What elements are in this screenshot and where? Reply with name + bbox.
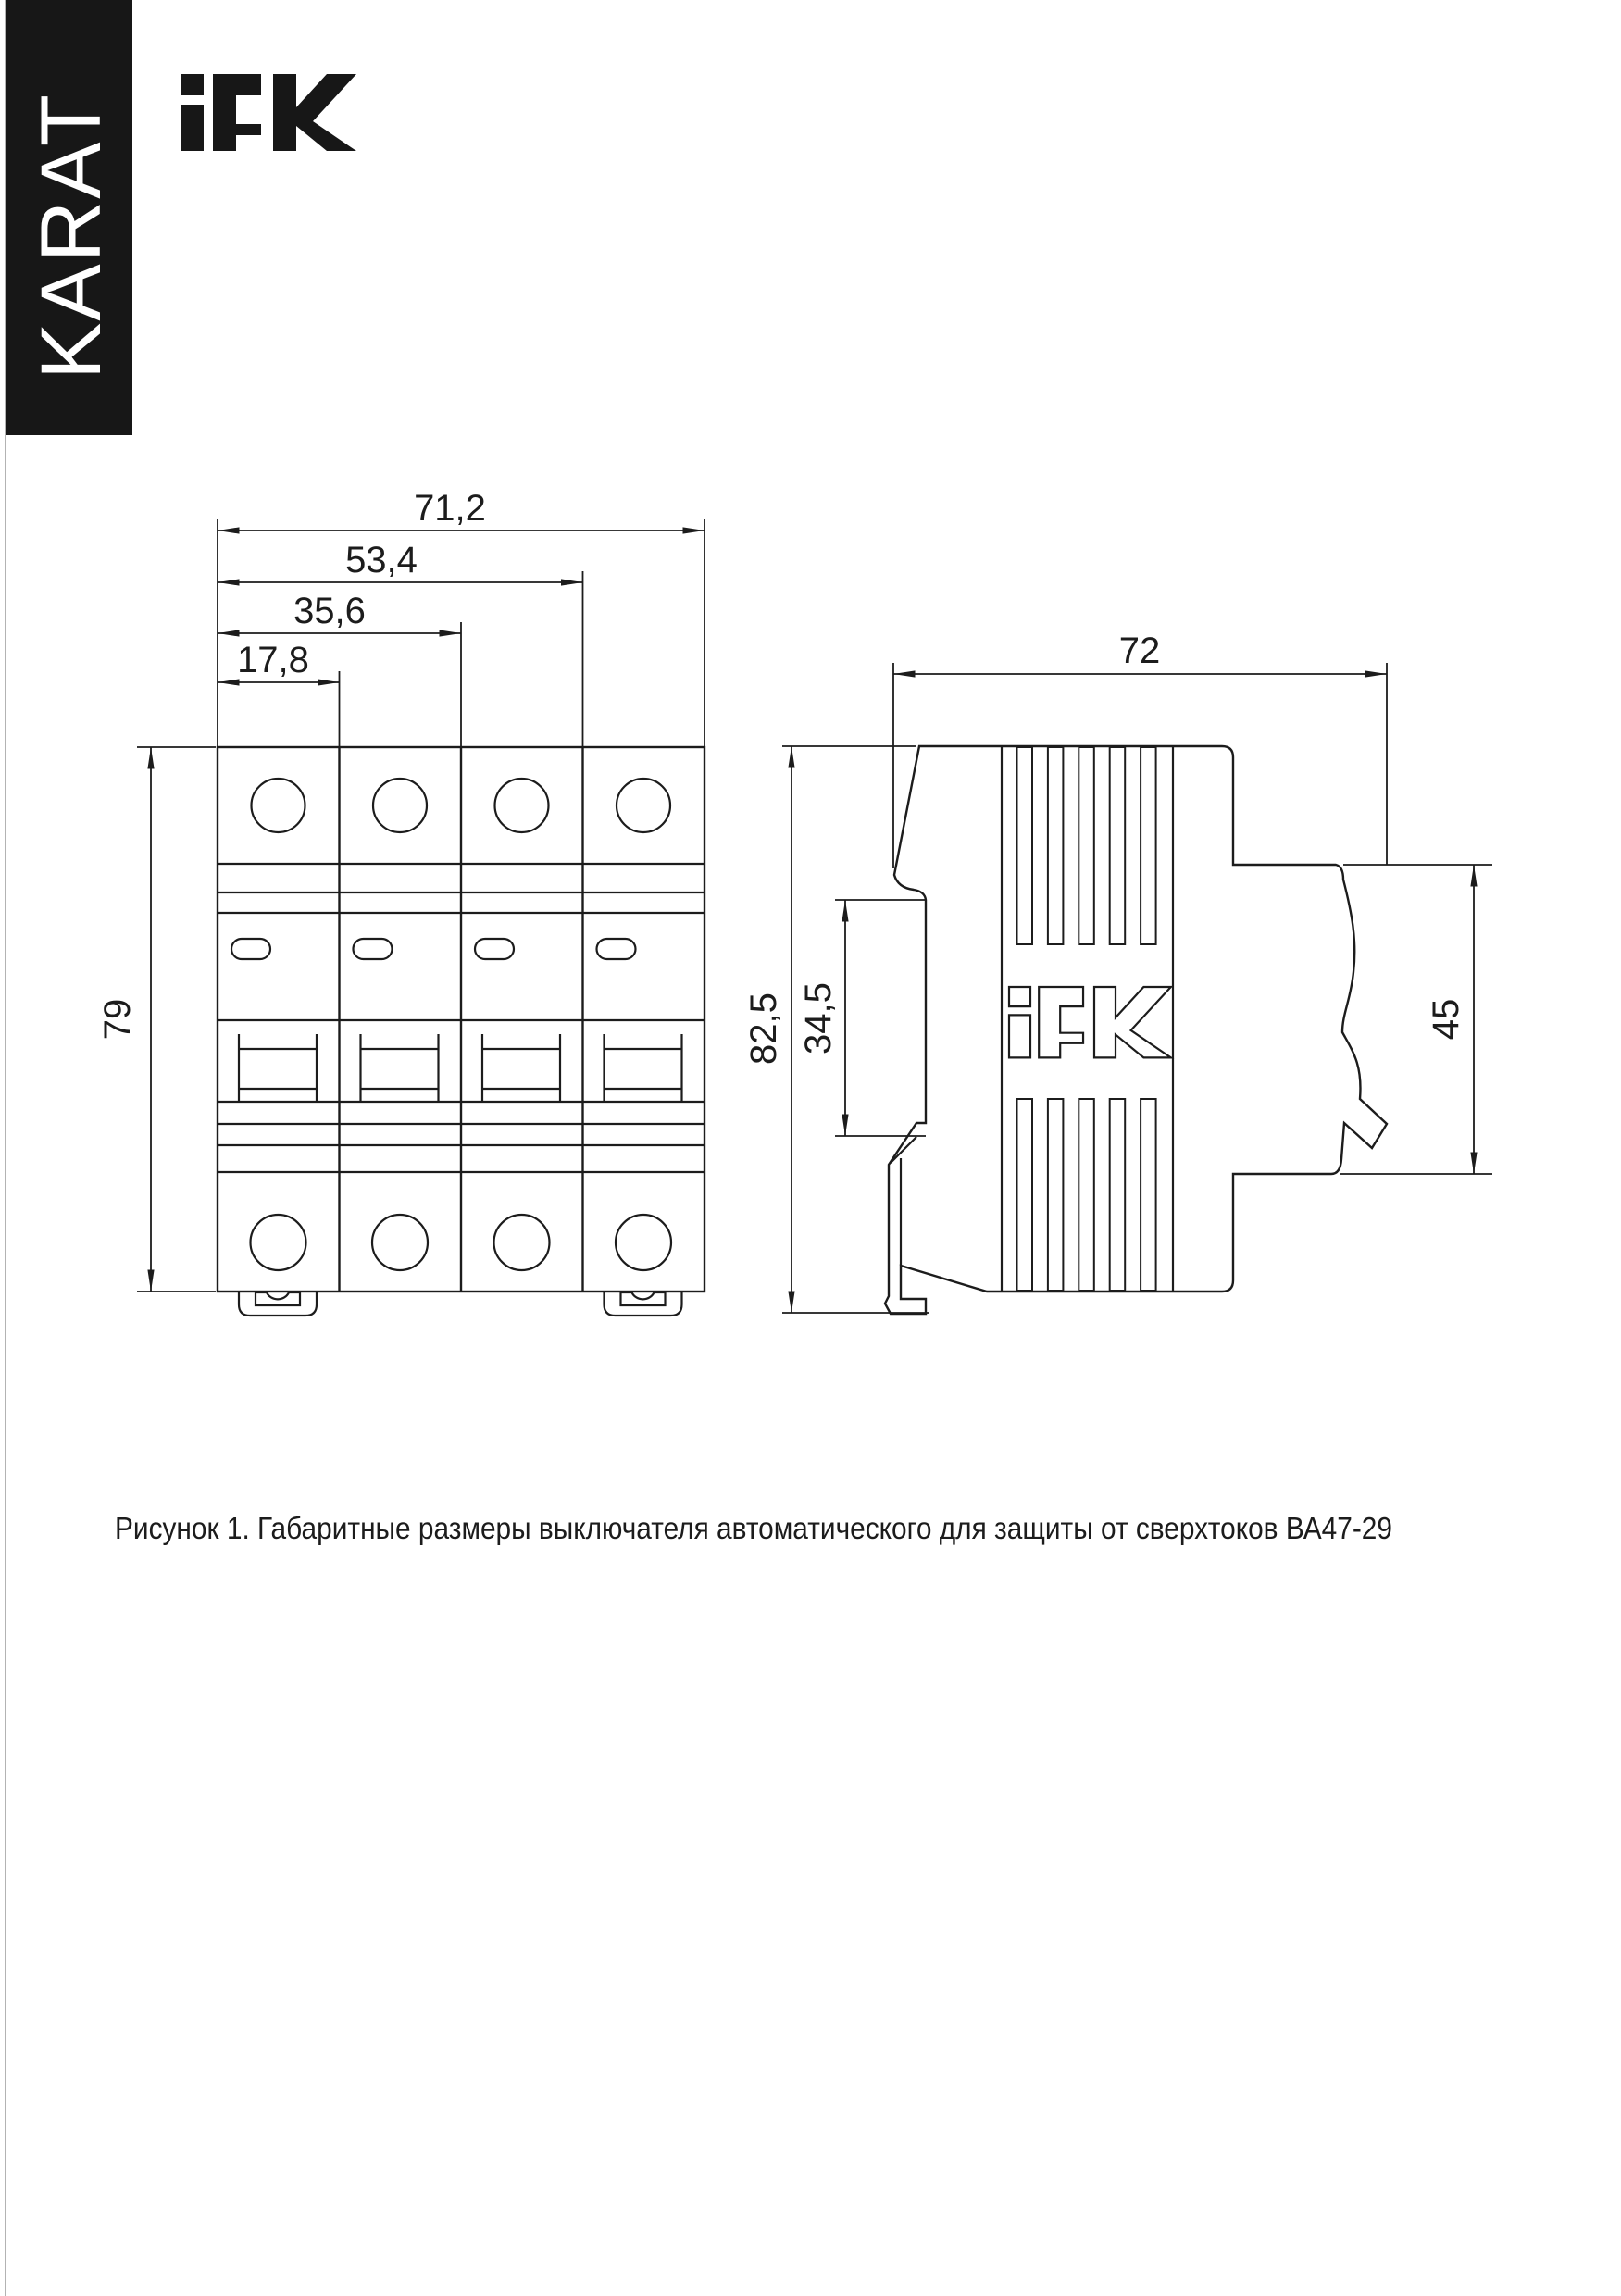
dim-height-total: 82,5 <box>743 992 784 1065</box>
karat-banner-label: KARAT <box>24 93 118 380</box>
dim-height-front: 79 <box>97 998 138 1041</box>
iek-logo-e <box>213 74 261 151</box>
front-view-drawing <box>218 747 705 1316</box>
side-vent-slots-top <box>1017 747 1156 944</box>
iek-logo <box>181 74 356 151</box>
side-view-dimensions <box>743 630 1492 1313</box>
din-clips <box>239 1292 682 1316</box>
breaker-body-side-outline <box>885 746 1387 1314</box>
front-view-dimensions <box>97 488 705 1292</box>
dim-width-one-module: 17,8 <box>237 640 309 680</box>
iek-logo-i-dot <box>181 74 204 95</box>
dim-width-two-modules: 35,6 <box>293 591 366 631</box>
iek-logo-k <box>273 74 356 151</box>
figure-caption: Рисунок 1. Габаритные размеры выключателя автоматического для защиты от сверхтоков ВА47-29 <box>115 1511 1392 1545</box>
side-vent-slots-bottom <box>1017 1099 1156 1291</box>
dim-width-total: 71,2 <box>414 488 486 529</box>
dim-rear-height: 45 <box>1426 998 1466 1041</box>
karat-banner <box>6 0 132 435</box>
iek-logo-i-stem <box>181 105 204 151</box>
side-view-drawing <box>885 746 1387 1314</box>
dim-depth: 72 <box>1118 630 1161 671</box>
marking-windows <box>231 939 636 959</box>
dim-din-channel: 34,5 <box>798 982 839 1054</box>
dim-width-three-modules: 53,4 <box>345 540 418 580</box>
iek-logo-side <box>1009 987 1171 1057</box>
